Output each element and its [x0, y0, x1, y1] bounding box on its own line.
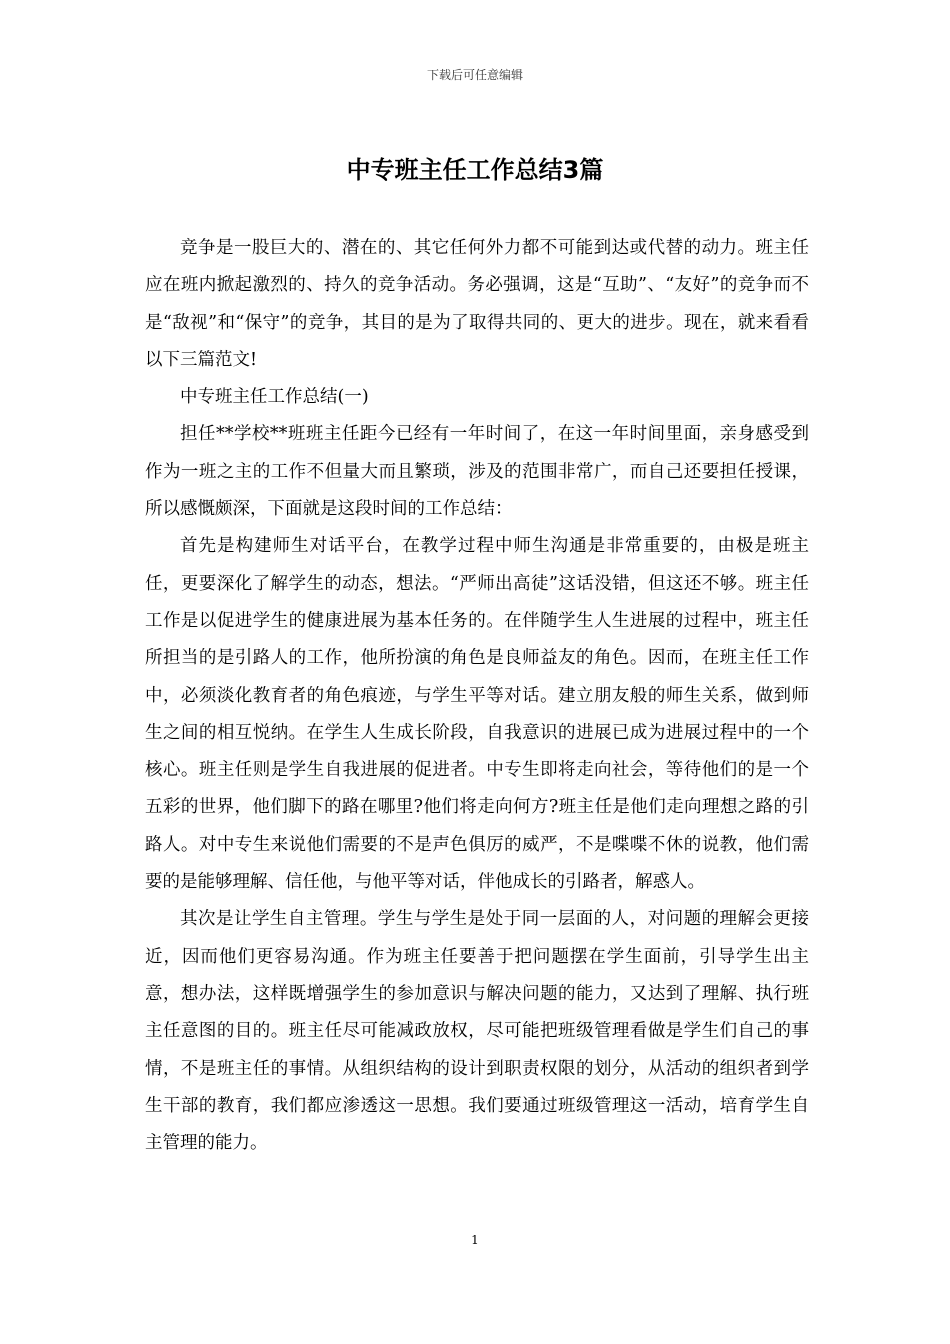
page-number: 1: [471, 1233, 479, 1247]
document-title: 中专班主任工作总结3篇: [346, 156, 604, 184]
section-heading-one: 中专班主任工作总结(一): [180, 387, 369, 408]
body-paragraph: 担任**学校**班班主任距今已经有一年时间了，在这一年时间里面，亲身感受到作为一班之主的工作不但量大而且繁琐，涉及的范围非常广，而自己还要担任授课，所以感慨颇深，下面就是这段时间的工作总结：: [145, 424, 809, 520]
body-paragraph: 其次是让学生自主管理。学生与学生是处于同一层面的人，对问题的理解会更接近，因而他们更容易沟通。作为班主任要善于把问题摆在学生面前，引导学生出主意，想办法，这样既增强学生的参加意识与解决问题的能力，又达到了理解、执行班主任意图的目的。班主任尽可能减政放权，尽可能把班级管理看做是学生们自己的事情，不是班主任的事情。从组织结构的设计到职责权限的划分，从活动的组织者到学生干部的教育，我们都应渗透这一思想。我们要通过班级管理这一活动，培育学生自主管理的能力。: [145, 909, 809, 1154]
document-body: [145, 230, 809, 1162]
body-paragraph: 首先是构建师生对话平台，在教学过程中师生沟通是非常重要的，由极是班主任，更要深化了解学生的动态，想法。“严师出高徒”这话没错，但这还不够。班主任工作是以促进学生的健康进展为基本任务的。在伴随学生人生进展的过程中，班主任所担当的是引路人的工作，他所扮演的角色是良师益友的角色。因而，在班主任工作中，必须淡化教育者的角色痕迹，与学生平等对话。建立朋友般的师生关系，做到师生之间的相互悦纳。在学生人生成长阶段，自我意识的进展已成为进展过程中的一个核心。班主任则是学生自我进展的促进者。中专生即将走向社会，等待他们的是一个五彩的世界，他们脚下的路在哪里?他们将走向何方?班主任是他们走向理想之路的引路人。对中专生来说他们需要的不是声色俱厉的威严，不是喋喋不休的说教，他们需要的是能够理解、信任他，与他平等对话，伴他成长的引路者，解惑人。: [145, 536, 809, 893]
page-header-note: 下载后可任意编辑: [426, 68, 523, 82]
intro-paragraph: 竞争是一股巨大的、潜在的、其它任何外力都不可能到达或代替的动力。班主任应在班内掀起激烈的、持久的竞争活动。务必强调，这是“互助”、“友好”的竞争而不是“敌视”和“保守”的竞争，其目的是为了取得共同的、更大的进步。现在，就来看看以下三篇范文!: [145, 238, 809, 370]
